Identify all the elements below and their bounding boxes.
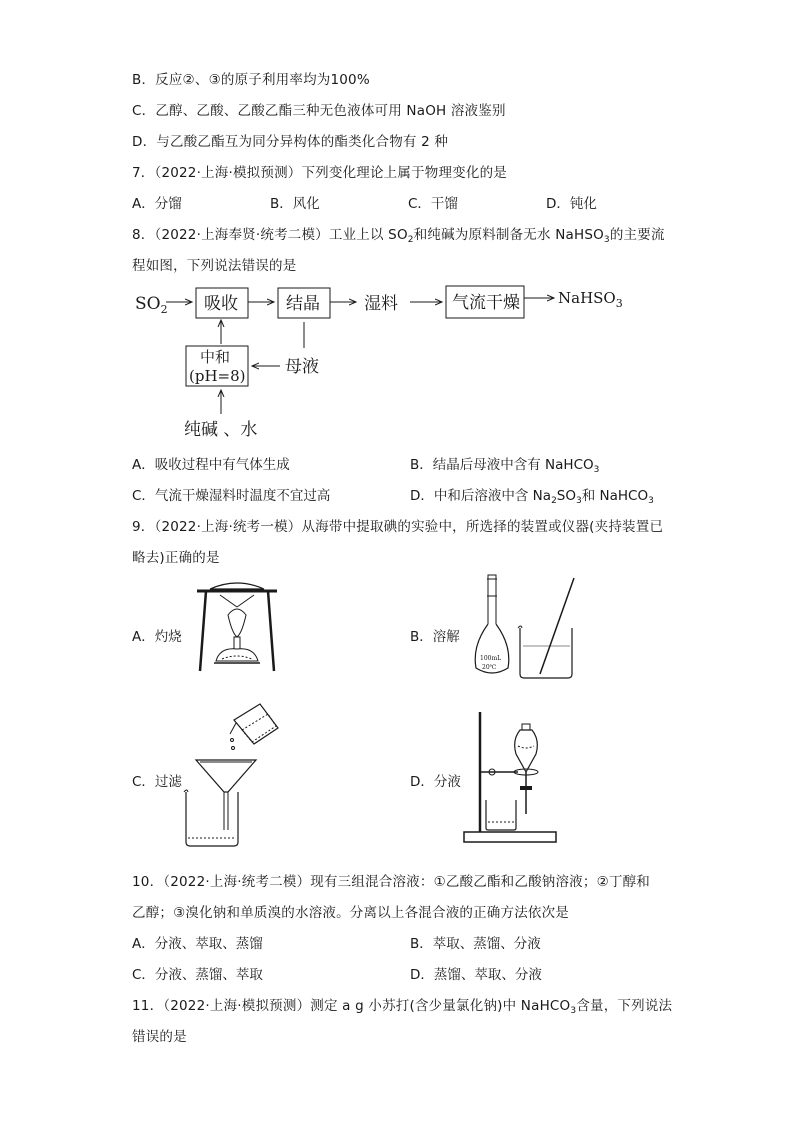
q10-option-a: A．分液、萃取、蒸馏: [132, 936, 263, 952]
q10-option-b: B．萃取、蒸馏、分液: [410, 936, 541, 952]
q11-stem-line2: 错误的是: [132, 1029, 187, 1045]
volumetric-flask-and-beaker-illustration: [468, 572, 588, 684]
q8-option-b: B．结晶后母液中含有 NaHCO$_3$: [410, 457, 600, 475]
q8-stem-line2: 程如图，下列说法错误的是: [132, 258, 297, 274]
q10-option-c: C．分液、蒸馏、萃取: [132, 967, 263, 983]
q7-option-d: D．钝化: [546, 196, 597, 212]
q8-option-a: A．吸收过程中有气体生成: [132, 457, 290, 473]
flow-wet-label: 湿料: [364, 294, 398, 314]
flow-crystal-label: 结晶: [286, 294, 320, 314]
q9-option-d: D．分液: [410, 774, 461, 790]
filtration-funnel-beaker-illustration: [182, 698, 282, 848]
q9-stem-line2: 略去)正确的是: [132, 550, 220, 566]
flow-neutral-ph-label: (pH=8): [189, 367, 246, 385]
flask-volume-label: 100mL: [480, 655, 502, 662]
q10-stem-line1: 10．（2022·上海·统考二模）现有三组混合溶液：①乙酸乙酯和乙酸钠溶液；②丁醇和: [132, 874, 650, 890]
flow-neutral-label: 中和: [200, 348, 231, 366]
q7-option-b: B．风化: [270, 196, 320, 212]
q7-option-a: A．分馏: [132, 196, 182, 212]
q8-stem-line1: 8．（2022·上海奉贤·统考二模）工业上以 $SO_2$和纯碱为原料制备无水 NaHSO$_3$的主要流: [132, 227, 665, 245]
q9-option-b: B．溶解: [410, 629, 460, 645]
flow-product-label: NaHSO$_3$: [558, 289, 623, 310]
crucible-tripod-burner-illustration: [192, 575, 282, 675]
flow-mother-label: 母液: [285, 357, 319, 377]
q6-option-b: B．反应②、③的原子利用率均为100%: [132, 72, 370, 88]
flow-absorb-label: 吸收: [204, 294, 238, 314]
separatory-funnel-ring-stand-illustration: [460, 710, 560, 846]
q10-option-d: D．蒸馏、萃取、分液: [410, 967, 542, 983]
q8-option-c: C．气流干燥湿料时温度不宜过高: [132, 488, 331, 504]
q7-stem: 7．（2022·上海·模拟预测）下列变化理论上属于物理变化的是: [132, 165, 507, 181]
q8-process-flow-diagram: [130, 282, 630, 447]
q6-option-d: D．与乙酸乙酯互为同分异构体的酯类化合物有 2 种: [132, 134, 449, 150]
q9-stem-line1: 9．（2022·上海·统考一模）从海带中提取碘的实验中，所选择的装置或仪器(夹持装置已: [132, 519, 664, 535]
flask-temperature-label: 20℃: [482, 664, 497, 671]
q8-option-d: D．中和后溶液中含 $Na_2SO_3$和 NaHCO$_3$: [410, 488, 654, 506]
q6-option-c: C．乙醇、乙酸、乙酸乙酯三种无色液体可用 NaOH 溶液鉴别: [132, 103, 506, 119]
q9-option-c: C．过滤: [132, 774, 182, 790]
flow-soda-label: 纯碱 、水: [184, 420, 258, 440]
q11-stem-line1: 11．（2022·上海·模拟预测）测定 a g 小苏打(含少量氯化钠)中 NaHCO$_3$含量，下列说法: [132, 998, 673, 1016]
q9-option-a: A．灼烧: [132, 629, 182, 645]
flow-dry-label: 气流干燥: [452, 293, 520, 313]
flow-so2-label: $SO_2$: [135, 294, 168, 316]
q10-stem-line2: 乙醇；③溴化钠和单质溴的水溶液。分离以上各混合液的正确方法依次是: [132, 905, 570, 921]
q7-option-c: C．干馏: [408, 196, 458, 212]
